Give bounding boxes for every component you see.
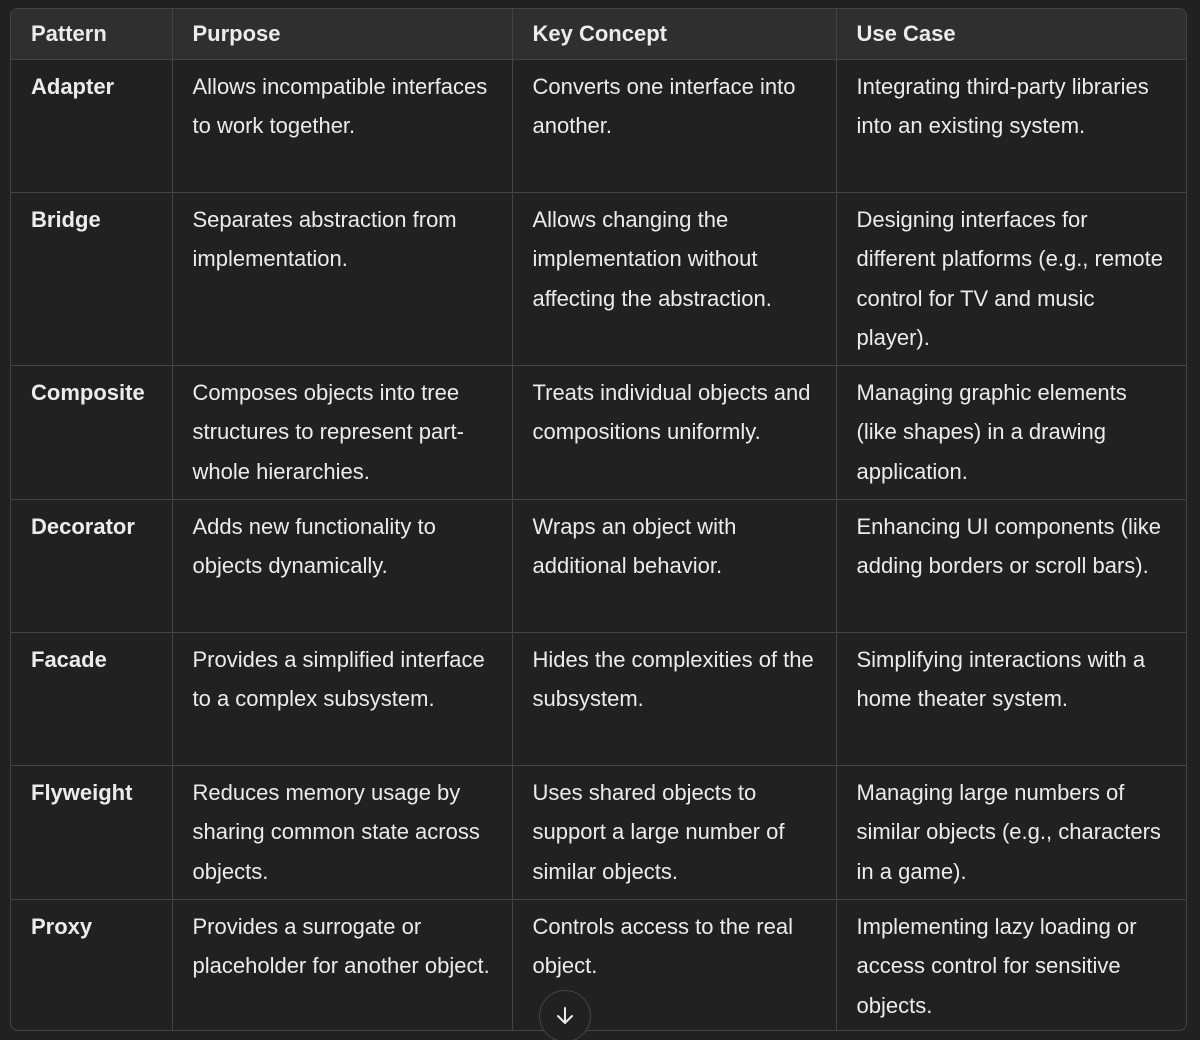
table-row: [11, 365, 1186, 499]
pattern-cell: Composite: [11, 365, 172, 499]
key-concept-cell: Treats individual objects and compositions uniformly.: [512, 365, 836, 499]
table-row: [11, 59, 1186, 192]
arrow-down-icon: [554, 1005, 576, 1027]
pattern-cell: Proxy: [11, 899, 172, 1031]
use-case-cell: Designing interfaces for different platforms (e.g., remote control for TV and music player).: [836, 192, 1186, 365]
key-concept-cell: Controls access to the real object.: [512, 899, 836, 1031]
use-case-cell: Enhancing UI components (like adding borders or scroll bars).: [836, 499, 1186, 632]
use-case-cell: Simplifying interactions with a home theater system.: [836, 632, 1186, 765]
key-concept-cell: Wraps an object with additional behavior.: [512, 499, 836, 632]
table-row: [11, 765, 1186, 899]
header-purpose: Purpose: [172, 9, 512, 59]
use-case-cell: Integrating third-party libraries into an existing system.: [836, 59, 1186, 192]
header-key-concept: Key Concept: [512, 9, 836, 59]
table-row: [11, 192, 1186, 365]
pattern-cell: Adapter: [11, 59, 172, 192]
purpose-cell: Provides a surrogate or placeholder for another object.: [172, 899, 512, 1031]
key-concept-cell: Converts one interface into another.: [512, 59, 836, 192]
table-row: [11, 899, 1186, 1031]
key-concept-cell: Allows changing the implementation without affecting the abstraction.: [512, 192, 836, 365]
table-row: [11, 499, 1186, 632]
pattern-cell: Bridge: [11, 192, 172, 365]
pattern-cell: Decorator: [11, 499, 172, 632]
patterns-table-container: [10, 8, 1187, 1031]
purpose-cell: Allows incompatible interfaces to work together.: [172, 59, 512, 192]
pattern-cell: Facade: [11, 632, 172, 765]
table-header-row: [11, 9, 1186, 59]
key-concept-cell: Uses shared objects to support a large number of similar objects.: [512, 765, 836, 899]
purpose-cell: Provides a simplified interface to a complex subsystem.: [172, 632, 512, 765]
key-concept-cell: Hides the complexities of the subsystem.: [512, 632, 836, 765]
table-row: [11, 632, 1186, 765]
purpose-cell: Reduces memory usage by sharing common state across objects.: [172, 765, 512, 899]
pattern-cell: Flyweight: [11, 765, 172, 899]
use-case-cell: Managing large numbers of similar objects (e.g., characters in a game).: [836, 765, 1186, 899]
patterns-table: [11, 9, 1186, 1031]
use-case-cell: Managing graphic elements (like shapes) in a drawing application.: [836, 365, 1186, 499]
purpose-cell: Adds new functionality to objects dynamically.: [172, 499, 512, 632]
purpose-cell: Separates abstraction from implementation.: [172, 192, 512, 365]
use-case-cell: Implementing lazy loading or access control for sensitive objects.: [856, 913, 1137, 1018]
header-use-case: Use Case: [836, 9, 1186, 59]
scroll-down-button[interactable]: [539, 990, 591, 1040]
header-pattern: Pattern: [11, 9, 172, 59]
purpose-cell: Composes objects into tree structures to represent part-whole hierarchies.: [172, 365, 512, 499]
